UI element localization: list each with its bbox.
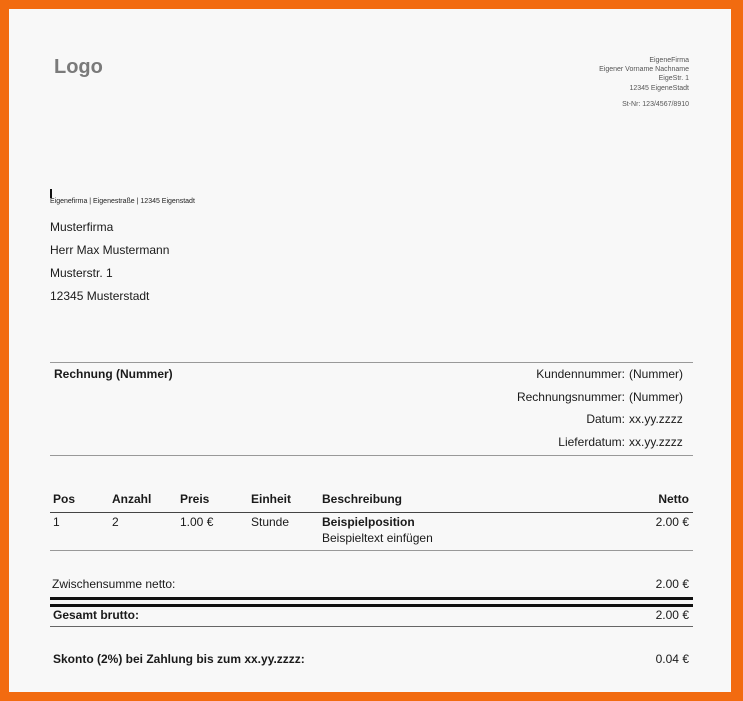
- gross-total-label: Gesamt brutto:: [53, 608, 140, 622]
- col-header-desc: Beschreibung: [322, 492, 403, 506]
- col-header-net: Netto: [658, 492, 689, 506]
- date-value: xx.yy.zzzz: [629, 412, 683, 427]
- delivery-date-label: Lieferdatum:: [558, 434, 625, 449]
- row-title: Beispielposition: [322, 515, 415, 529]
- row-text: Beispieltext einfügen: [322, 531, 433, 545]
- row-pos: 1: [53, 515, 60, 529]
- row-price: 1.00 €: [180, 515, 214, 529]
- return-address-line: Eigenefirma | Eigenestraße | 12345 Eigenstadt: [50, 198, 195, 205]
- table-header-divider: [50, 512, 693, 513]
- double-rule-top: [50, 597, 693, 600]
- customer-number-label: Kundennummer:: [536, 367, 625, 381]
- date-label: Datum:: [586, 412, 625, 427]
- invoice-number-value: (Nummer): [629, 389, 683, 404]
- text-cursor: [50, 189, 52, 198]
- recipient-person: Herr Max Mustermann: [50, 243, 170, 257]
- col-header-price: Preis: [180, 492, 210, 506]
- recipient-city: 12345 Musterstadt: [50, 289, 150, 303]
- sender-name: Eigener Vorname Nachname: [599, 66, 689, 74]
- sender-address: [599, 56, 689, 109]
- sender-company: EigeneFirma: [649, 57, 689, 64]
- delivery-date-value: xx.yy.zzzz: [629, 434, 683, 449]
- col-header-unit: Einheit: [251, 492, 292, 506]
- discount-label: Skonto (2%) bei Zahlung bis zum xx.yy.zzzz:: [53, 652, 305, 666]
- subtotal-label: Zwischensumme netto:: [52, 577, 176, 591]
- recipient-company: Musterfirma: [50, 220, 114, 234]
- divider-top: [50, 362, 693, 363]
- customer-number-value: (Nummer): [629, 367, 683, 381]
- row-unit: Stunde: [251, 515, 290, 529]
- divider-meta: [50, 455, 693, 456]
- col-header-qty: Anzahl: [112, 492, 152, 506]
- table-bottom-divider: [50, 550, 693, 551]
- invoice-meta: [517, 367, 689, 457]
- discount-value: 0.04 €: [655, 652, 689, 666]
- double-rule-bottom: [50, 604, 693, 607]
- logo: Logo: [54, 56, 103, 78]
- sender-tax-id: St-Nr: 123/4567/8910: [622, 100, 689, 108]
- row-qty: 2: [112, 515, 119, 529]
- sender-street: EigeStr. 1: [658, 75, 689, 83]
- invoice-title: Rechnung (Nummer): [54, 367, 173, 381]
- sender-city: 12345 EigeneStadt: [629, 84, 689, 92]
- col-header-pos: Pos: [53, 492, 76, 506]
- recipient-street: Musterstr. 1: [50, 266, 113, 280]
- subtotal-value: 2.00 €: [655, 577, 689, 591]
- row-net: 2.00 €: [655, 515, 689, 529]
- invoice-page: [9, 9, 731, 692]
- gross-total-value: 2.00 €: [655, 608, 689, 622]
- invoice-number-label: Rechnungsnummer:: [516, 389, 625, 404]
- gross-divider: [50, 626, 693, 627]
- recipient-address: [50, 216, 169, 308]
